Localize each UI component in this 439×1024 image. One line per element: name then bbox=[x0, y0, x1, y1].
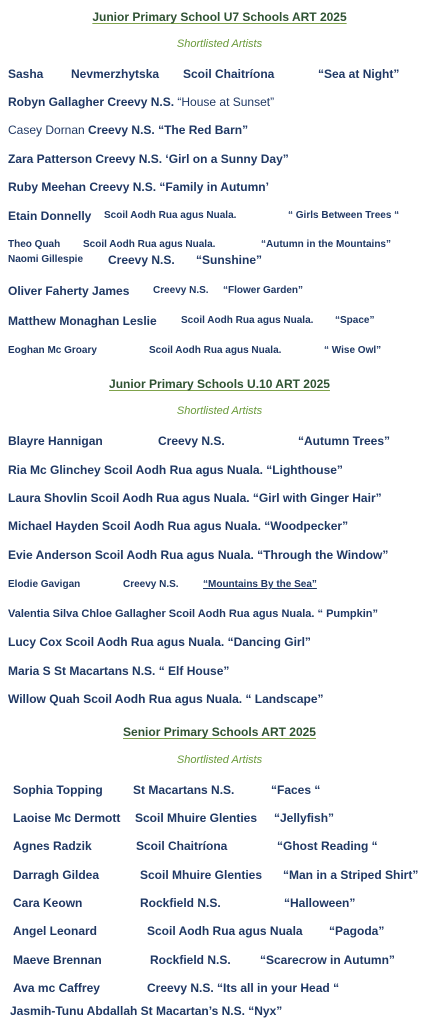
school-name: Scoil Aodh Rua agus Nuala. bbox=[181, 315, 314, 326]
artist-entry: Ria Mc Glinchey Scoil Aodh Rua agus Nuala. “Lighthouse” bbox=[8, 463, 343, 477]
artwork-title: “Autumn Trees” bbox=[298, 434, 391, 448]
artwork-title: “Faces “ bbox=[271, 783, 321, 797]
school-name: Creevy N.S. bbox=[108, 253, 175, 267]
artist-name: Theo Quah bbox=[8, 239, 61, 250]
artist-name: Laoise Mc Dermott bbox=[13, 811, 121, 825]
artist-entry: Jasmih-Tunu Abdallah St Macartan’s N.S. “Nyx” bbox=[10, 1004, 283, 1018]
artist-name: Blayre Hannigan bbox=[8, 434, 103, 448]
school-name: Scoil Aodh Rua agus Nuala. bbox=[83, 239, 216, 250]
artist-name: Naomi Gillespie bbox=[8, 254, 84, 265]
artist-name: Matthew Monaghan Leslie bbox=[8, 314, 157, 328]
artist-name: Ava mc Caffrey bbox=[13, 981, 100, 995]
artist-name: Sasha bbox=[8, 67, 44, 81]
artist-entry: Evie Anderson Scoil Aodh Rua agus Nuala. “Through the Window” bbox=[8, 548, 389, 562]
section-subtitle-senior: Shortlisted Artists bbox=[176, 754, 263, 766]
artist-entry: Zara Patterson Creevy N.S. ‘Girl on a Sunny Day” bbox=[8, 152, 289, 166]
school-name: Scoil Chaitríona bbox=[183, 67, 275, 81]
artist-name: Cara Keown bbox=[13, 896, 83, 910]
artist-entry: Michael Hayden Scoil Aodh Rua agus Nuala. “Woodpecker” bbox=[8, 519, 349, 533]
artwork-title: “House at Sunset” bbox=[177, 95, 275, 109]
artist-entry: Casey Dornan Creevy N.S. “The Red Barn” bbox=[8, 123, 249, 137]
artwork-title: “Autumn in the Mountains” bbox=[261, 239, 391, 250]
artist-entry: Valentia Silva Chloe Gallagher Scoil Aodh Rua agus Nuala. “ Pumpkin” bbox=[8, 608, 379, 620]
artwork-title: “Sea at Night” bbox=[318, 67, 400, 81]
school-name: Scoil Aodh Rua agus Nuala. bbox=[149, 345, 282, 356]
artist-entry: Maria S St Macartans N.S. “ Elf House” bbox=[8, 664, 230, 678]
artist-entry: Willow Quah Scoil Aodh Rua agus Nuala. “ Landscape” bbox=[8, 692, 324, 706]
school-name: Rockfield N.S. bbox=[140, 896, 221, 910]
school-name: Creevy N.S. bbox=[123, 579, 179, 590]
section-title-junior-u7: Junior Primary School U7 Schools ART 2025 bbox=[92, 10, 347, 24]
artwork-title: “ Wise Owl” bbox=[324, 345, 382, 356]
section-subtitle-junior-u7: Shortlisted Artists bbox=[176, 38, 263, 50]
artwork-title: “Flower Garden” bbox=[223, 285, 304, 296]
school-name: Creevy N.S. bbox=[153, 285, 209, 296]
artwork-title: “Sunshine” bbox=[196, 253, 263, 267]
artwork-title: “Mountains By the Sea” bbox=[203, 579, 317, 590]
artist-surname: Nevmerzhytska bbox=[71, 67, 160, 81]
section-title-senior: Senior Primary Schools ART 2025 bbox=[123, 725, 316, 739]
artist-name: Maeve Brennan bbox=[13, 953, 102, 967]
school-name: Scoil Mhuire Glenties bbox=[140, 868, 263, 882]
artwork-title: “Jellyfish” bbox=[274, 811, 335, 825]
artist-name: Oliver Faherty James bbox=[8, 284, 130, 298]
school-name: Scoil Mhuire Glenties bbox=[135, 811, 258, 825]
section-subtitle-junior-u10: Shortlisted Artists bbox=[176, 405, 263, 417]
artist-name: Angel Leonard bbox=[13, 924, 98, 938]
artwork-title: “Ghost Reading “ bbox=[277, 839, 378, 853]
artist-entry: Ruby Meehan Creevy N.S. “Family in Autumn’ bbox=[8, 180, 269, 194]
artist-name: Eoghan Mc Groary bbox=[8, 345, 97, 356]
artist-name: Sophia Topping bbox=[13, 783, 103, 797]
artwork-title: “Space” bbox=[335, 315, 375, 326]
artwork-title: “Man in a Striped Shirt” bbox=[283, 868, 419, 882]
artwork-title: “Halloween” bbox=[284, 896, 356, 910]
school-name: Scoil Aodh Rua agus Nuala. bbox=[104, 210, 237, 221]
artwork-title: “ Girls Between Trees “ bbox=[288, 210, 400, 221]
school-name: Creevy N.S. “Its all in your Head “ bbox=[147, 981, 340, 995]
artist-entry: Laura Shovlin Scoil Aodh Rua agus Nuala. “Girl with Ginger Hair” bbox=[8, 491, 382, 505]
school-name: Scoil Chaitríona bbox=[136, 839, 228, 853]
artist-name: Elodie Gavigan bbox=[8, 579, 81, 590]
school-name: St Macartans N.S. bbox=[133, 783, 235, 797]
school-name: Creevy N.S. bbox=[158, 434, 225, 448]
artist-entry: Robyn Gallagher Creevy N.S. “House at Sunset” bbox=[8, 95, 275, 109]
artist-name: Etain Donnelly bbox=[8, 209, 92, 223]
artwork-title: “Pagoda” bbox=[329, 924, 385, 938]
school-name: Scoil Aodh Rua agus Nuala bbox=[147, 924, 303, 938]
artist-name: Casey Dornan bbox=[8, 123, 89, 137]
school-name: Rockfield N.S. bbox=[150, 953, 231, 967]
artist-entry: Lucy Cox Scoil Aodh Rua agus Nuala. “Dancing Girl” bbox=[8, 635, 311, 649]
section-title-junior-u10: Junior Primary Schools U.10 ART 2025 bbox=[109, 377, 330, 391]
artist-name: Agnes Radzik bbox=[13, 839, 92, 853]
artist-name: Darragh Gildea bbox=[13, 868, 100, 882]
artwork-title: “Scarecrow in Autumn” bbox=[260, 953, 395, 967]
